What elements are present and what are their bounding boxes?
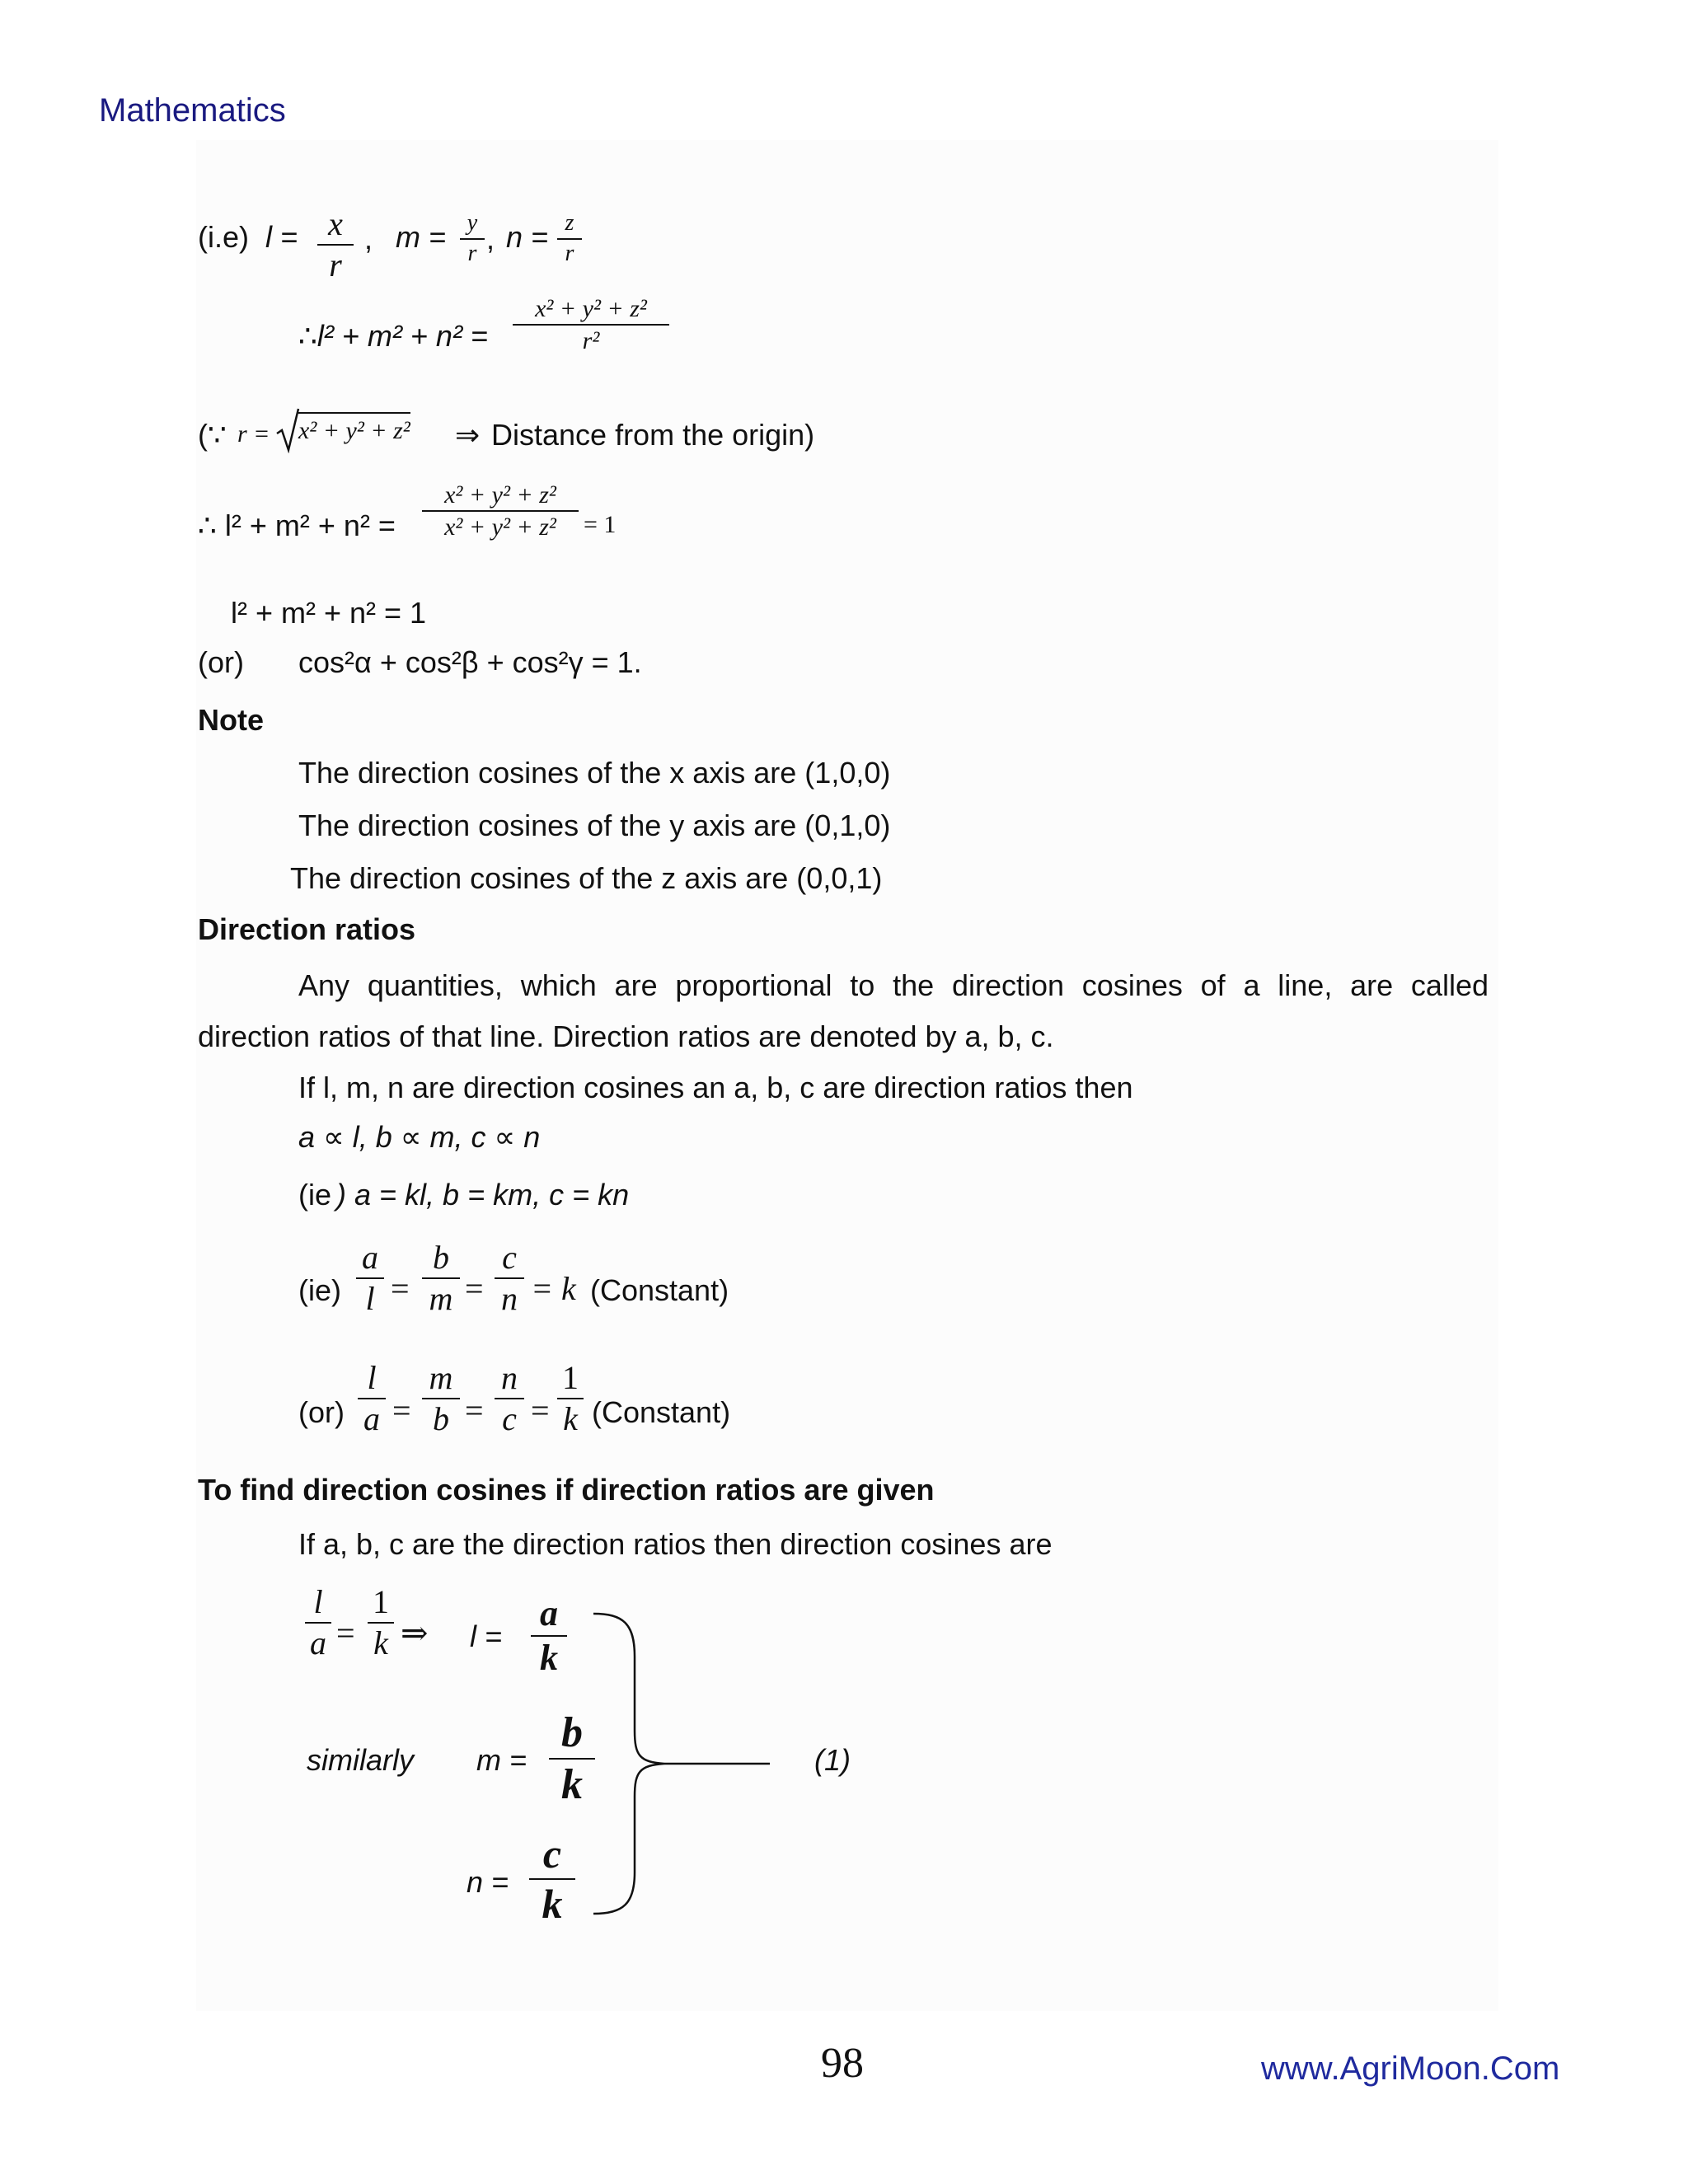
- frac-den: k: [540, 1638, 558, 1679]
- frac-num: 1: [373, 1583, 389, 1620]
- eq1-comma2: ,: [486, 222, 495, 255]
- eq1-comma: ,: [364, 222, 373, 255]
- equals-sign: =: [531, 1392, 550, 1429]
- note-heading: Note: [198, 703, 264, 737]
- fraction-bar: [422, 510, 579, 512]
- eq1-l-label: l =: [265, 220, 298, 254]
- frac-den: n: [501, 1280, 518, 1317]
- eq4-fraction: [422, 481, 579, 541]
- eq-ie-lead: (ie): [298, 1273, 341, 1307]
- constant-label: (Constant): [590, 1273, 729, 1307]
- frac-den: a: [310, 1624, 326, 1661]
- eq3-text: Distance from the origin): [491, 418, 815, 452]
- frac-num: 1: [562, 1359, 579, 1396]
- eq6-lead: (or): [198, 645, 244, 679]
- fraction-bar: [358, 1398, 386, 1399]
- eq1-frac-y-r: [460, 211, 485, 267]
- frac-l-a: [358, 1360, 386, 1437]
- find-l-eq: l =: [470, 1619, 503, 1653]
- frac-a-k: [531, 1594, 567, 1679]
- note-line-z: The direction cosines of the z axis are (0,0,1): [290, 861, 883, 895]
- frac-m-b: [422, 1360, 460, 1437]
- ratios-ie-lead: (ie: [298, 1178, 332, 1212]
- eq4-rhs: = 1: [584, 511, 617, 538]
- eq1-lead: (i.e): [198, 220, 249, 254]
- eq1-r3: r: [565, 240, 574, 266]
- equals-sign: =: [465, 1392, 484, 1429]
- frac-den: l: [365, 1280, 375, 1317]
- frac-num: a: [362, 1239, 378, 1276]
- frac-den: m: [429, 1280, 453, 1317]
- frac-num: a: [540, 1593, 558, 1633]
- frac-den: k: [542, 1881, 563, 1927]
- implies-arrow-icon: ⇒: [455, 418, 481, 452]
- frac-n-c: [495, 1360, 524, 1437]
- eq5: l² + m² + n² = 1: [231, 596, 427, 630]
- find-n-eq: n =: [467, 1865, 509, 1899]
- equals-sign: =: [392, 1392, 411, 1429]
- ratios-if-line: If l, m, n are direction cosines an a, b, c are direction ratios then: [298, 1071, 1133, 1104]
- frac-a-l: [356, 1240, 384, 1317]
- implies-arrow-icon: ⇒: [401, 1615, 429, 1652]
- eq1-x: x: [328, 205, 343, 242]
- eq-or-lead: (or): [298, 1395, 345, 1429]
- eq2-lhs: ∴l² + m² + n² =: [298, 319, 488, 353]
- eq1-r2: r: [467, 240, 477, 266]
- equals-sign: =: [391, 1270, 410, 1307]
- ratios-heading: Direction ratios: [198, 912, 416, 946]
- eq1-frac-x-r: [317, 206, 354, 284]
- fraction-bar: [305, 1622, 331, 1624]
- frac-1-k: [557, 1360, 584, 1437]
- eq1-z: z: [565, 210, 574, 236]
- ratios-proportional: a ∝ l, b ∝ m, c ∝ n: [298, 1120, 541, 1154]
- eq4-numerator: x² + y² + z²: [444, 481, 556, 509]
- equals-sign: =: [465, 1270, 484, 1307]
- eq4-lhs: ∴ l² + m² + n² =: [198, 509, 396, 542]
- eq1-y: y: [467, 210, 478, 236]
- frac-den: k: [373, 1624, 388, 1661]
- find-m-eq: m =: [476, 1743, 528, 1777]
- eq2-numerator: x² + y² + z²: [535, 295, 647, 322]
- fraction-bar: [422, 1277, 460, 1279]
- frac-num: l: [313, 1583, 323, 1620]
- footer-site-link[interactable]: www.AgriMoon.Com: [1261, 2050, 1560, 2087]
- fraction-bar: [549, 1758, 595, 1760]
- page-number: 98: [821, 2040, 864, 2087]
- eq1-frac-z-r: [557, 211, 582, 267]
- eq1-n-label: n =: [506, 220, 549, 254]
- sqrt-sign-icon: [275, 407, 300, 453]
- fraction-bar: [422, 1398, 460, 1399]
- frac-1-k-2: [368, 1584, 394, 1661]
- fraction-bar: [317, 244, 354, 246]
- right-brace-icon: [590, 1607, 780, 1920]
- frac-den: k: [561, 1761, 583, 1809]
- eq2-denominator: r²: [582, 327, 600, 354]
- note-line-y: The direction cosines of the y axis are (0,1,0): [298, 808, 891, 842]
- eq4-denominator: x² + y² + z²: [444, 513, 556, 541]
- frac-num: c: [502, 1239, 517, 1276]
- fraction-bar: [356, 1277, 384, 1279]
- eq1-r: r: [329, 246, 342, 284]
- similarly-label: similarly: [307, 1743, 414, 1777]
- fraction-bar: [513, 324, 669, 326]
- eq3-radicand: x² + y² + z²: [298, 412, 410, 445]
- eq1-m-label: m =: [396, 220, 447, 254]
- eq3-open: (∵: [198, 418, 227, 452]
- fraction-bar: [557, 238, 582, 240]
- eq2-fraction: [513, 295, 669, 354]
- frac-num: l: [367, 1359, 377, 1396]
- frac-b-k: [549, 1709, 595, 1808]
- frac-num: m: [429, 1359, 453, 1396]
- fraction-bar: [368, 1622, 394, 1624]
- constant-label-2: (Constant): [592, 1395, 731, 1429]
- equation-number: (1): [814, 1743, 851, 1777]
- fraction-bar: [529, 1878, 575, 1880]
- frac-l-a-2: [305, 1584, 331, 1661]
- frac-num: c: [542, 1830, 562, 1877]
- find-intro: If a, b, c are the direction ratios then direction cosines are: [298, 1527, 1053, 1561]
- frac-b-m: [422, 1240, 460, 1317]
- ratios-para-line2: direction ratios of that line. Direction ratios are denoted by a, b, c.: [198, 1019, 1054, 1053]
- equals-sign: =: [336, 1615, 355, 1652]
- fraction-bar: [531, 1635, 567, 1637]
- frac-c-k: [529, 1831, 575, 1927]
- fraction-bar: [495, 1277, 524, 1279]
- ratios-ie-rest: ) a = kl, b = km, c = kn: [336, 1178, 630, 1212]
- fraction-bar: [495, 1398, 524, 1399]
- frac-den: a: [363, 1400, 380, 1437]
- note-line-x: The direction cosines of the x axis are (1,0,0): [298, 756, 891, 790]
- frac-num: b: [561, 1709, 583, 1756]
- frac-den: k: [563, 1400, 578, 1437]
- fraction-bar: [460, 238, 485, 240]
- frac-den: c: [502, 1400, 517, 1437]
- frac-num: b: [433, 1239, 449, 1276]
- fraction-bar: [557, 1398, 584, 1399]
- frac-c-n: [495, 1240, 524, 1317]
- frac-num: n: [501, 1359, 518, 1396]
- find-heading: To find direction cosines if direction ratios are given: [198, 1473, 935, 1507]
- eq3-r-eq: r =: [237, 420, 270, 448]
- ratios-para-line1: Any quantities, which are proportional to the direction cosines of a line, are called: [298, 968, 1489, 1002]
- eq6-text: cos²α + cos²β + cos²γ = 1.: [298, 645, 642, 679]
- equals-k: = k: [531, 1270, 576, 1307]
- page-header: Mathematics: [99, 92, 286, 129]
- frac-den: b: [433, 1400, 449, 1437]
